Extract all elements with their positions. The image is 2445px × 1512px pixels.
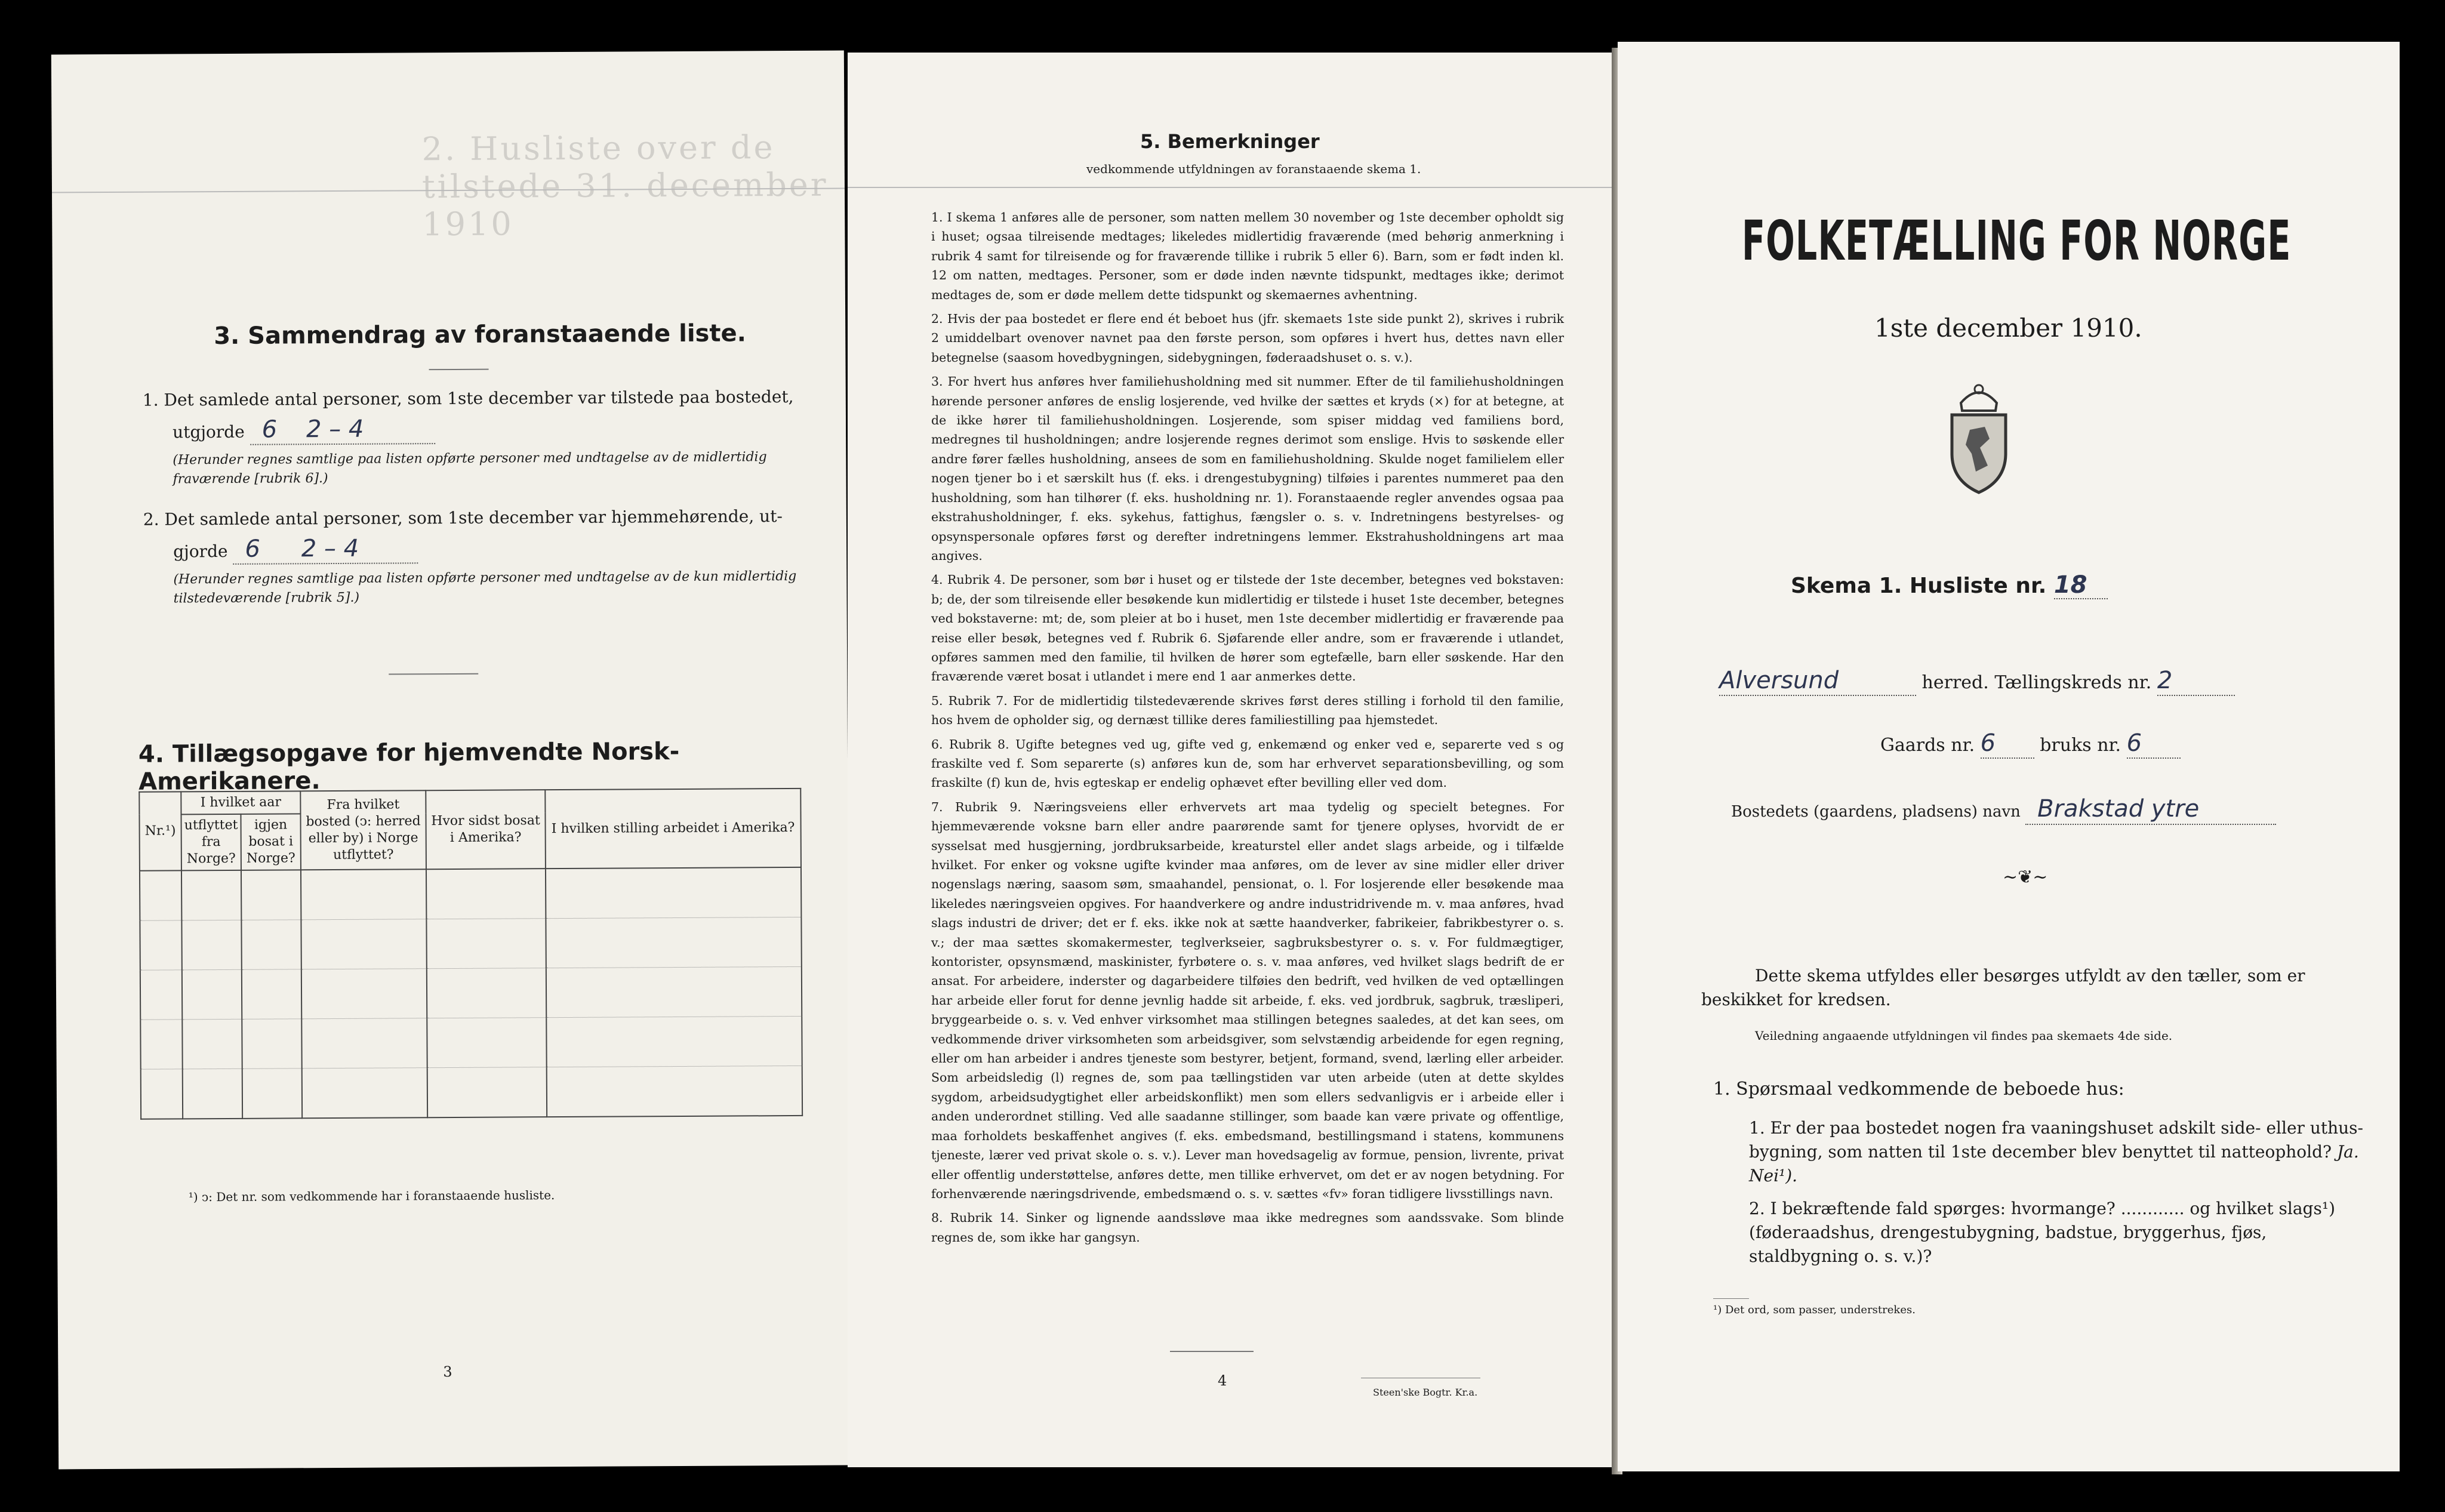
form-title: FOLKETÆLLING FOR NORGE <box>1742 209 2292 273</box>
label: utgjorde <box>173 421 245 442</box>
kreds-label: Tællingskreds nr. <box>1994 672 2152 693</box>
table-row <box>140 917 801 970</box>
page-3-left <box>51 51 851 1470</box>
page-number: 4 <box>1218 1372 1227 1389</box>
printer-mark: Steen'ske Bogtr. Kr.a. <box>1373 1387 1478 1398</box>
list-item: 1. I skema 1 anføres alle de personer, som natten mellem 30 november og 1ste december opholdt sig i huset; ogsaa tilreisende medtages; likeledes midlertidig fraværende (med behørig anmerkning i rubrik 4 samt for tilreisende og for fraværende tillike i rubrik 5 eller 6). Barn, som er født inden kl. 12 om natten, medtages. Personer, som er døde inden nævnte tidspunkt, medtages ikke; derimot medtages de, som er døde mellem dette tidspunkt og skemaernes avhentning. <box>931 210 1564 302</box>
list-item: 2. Hvis der paa bostedet er flere end ét beboet hus (jfr. skemaets 1ste side punkt 2), skrives i rubrik 2 umiddelbart ovenover navnet paa den første person, som opføres i hvert hus, dettes navn eller betegnelse (saasom hovedbygningen, sidebygningen, føderaadshuset o. s. v.). <box>931 312 1564 365</box>
norsk-amerikanere-table <box>138 788 803 1120</box>
page-4-middle <box>848 53 1615 1467</box>
table-footnote: ¹) ↄ: Det nr. som vedkommende har i foranstaaende husliste. <box>188 1188 555 1205</box>
list-item: 6. Rubrik 8. Ugifte betegnes ved ug, gifte ved g, enkemænd og enker ved e, separerte ved s og fraskilte ved f. Som separerte (s) anføres kun de, som har erhvervet separationsbevilling, og som fraskilte (f) kun de, hvis egteskap er endelig ophævet efter bevilling eller ved dom. <box>931 737 1564 790</box>
list-item: 5. Rubrik 7. For de midlertidig tilstedeværende skrives først deres stilling i forhold til den familie, hos hvem de opholder sig, og dernæst tillike deres familiestilling paa hjemstedet. <box>931 693 1564 728</box>
list-item: 4. Rubrik 4. De personer, som bør i huset og er tilstede der 1ste december, betegnes ved bokstaven: b; de, der som tilreisende eller besøkende kun midlertidig er tilstede i huset 1ste december, betegnes ved bokstaverne: mt; de, som pleier at bo i huset, men 1ste december midlertidig er fraværende paa reise eller besøk, betegnes ved f. Rubrik 6. Sjøfarende eller andre, som er fraværende i utlandet, opføres sammen med den familie, til hvilken de hører som egtefælle, barn eller søskende. Har den fraværende været bosat i utlandet i mere end 1 aar anmerkes dette. <box>931 572 1564 684</box>
section-5-subtitle: vedkommende utfyldningen av foranstaaende skema 1. <box>1086 162 1421 176</box>
question-1-text: 1. Er der paa bostedet nogen fra vaaningshuset adskilt side- eller uthus-bygning, som natten til 1ste december blev benyttet til natteophold? <box>1749 1118 2363 1162</box>
question-1-answer: Ja. Nei¹). <box>1749 1142 2359 1185</box>
handwritten-bruks-nr: 6 <box>2126 729 2142 757</box>
list-item: 3. For hvert hus anføres hver familiehusholdning med sit nummer. Efter de til familiehusholdningen hørende personer anføres de enslig losjerende, ved hvilke der sættes et kryds (×) for at betegne, at de ikke hører til familiehusholdningen. Losjerende, som spiser middag ved familiens bord, medregnes til husholdningen; andre losjerende regnes derimot som enslige. Hvis to søskende eller andre fører fælles husholdning, ansees de som en familiehusholdning. Skulde noget familielem eller nogen tjener bo i et særskilt hus (f. eks. i drengestubygning) tilføies i parentes nummeret paa den husholdning, som han tilhører (f. eks. husholdning nr. 1). Foranstaaende regler anvendes ogsaa paa ekstrahusholdninger, f. eks. sykehus, fattighus, fængsler o. s. v. Indretningens bestyrelses- og opsynspersonale opføres først og derefter indretningens lemmer. Ekstrahusholdningens art maa angives. <box>931 374 1564 563</box>
label: gjorde <box>173 541 228 562</box>
summary-item-2: 2. Det samlede antal personer, som 1ste december var hjemmehørende, ut- <box>143 506 783 529</box>
skema-label: Skema 1. Husliste nr. <box>1791 574 2047 598</box>
bruks-label: bruks nr. <box>2040 735 2121 756</box>
table-row <box>140 1016 802 1069</box>
handwritten-count: 6 <box>261 415 278 444</box>
section-3-title: 3. Sammendrag av foranstaaende liste. <box>214 319 746 350</box>
col-returned: igjen bosat i Norge? <box>241 814 300 870</box>
handwritten-husliste-nr: 18 <box>2053 571 2087 599</box>
norway-coat-of-arms-icon <box>1943 382 2015 495</box>
remarks-list <box>931 208 1564 1252</box>
table-row <box>141 1066 802 1119</box>
summary-item-1-line <box>173 417 435 445</box>
bosted-line <box>1731 797 2276 825</box>
handwritten-bosted: Brakstad ytre <box>2037 795 2200 823</box>
col-occupation: I hvilken stilling arbeidet i Amerika? <box>545 789 801 869</box>
section-5-title: 5. Bemerkninger <box>1140 130 1320 153</box>
handwritten-breakdown: 2 – 4 <box>306 415 364 444</box>
handwritten-count: 6 <box>245 535 260 563</box>
col-last-place: Hvor sidst bosat i Amerika? <box>426 790 546 869</box>
intro-text: Dette skema utfyldes eller besørges utfyldt av den tæller, som er beskikket for kredsen. <box>1701 966 2305 1009</box>
handwritten-breakdown: 2 – 4 <box>301 534 359 563</box>
summary-item-2-line <box>173 536 418 565</box>
section-4-title: 4. Tillægsopgave for hjemvendte Norsk-Amerikanere. <box>138 737 680 796</box>
summary-item-1: 1. Det samlede antal personer, som 1ste december var tilstede paa bostedet, <box>142 386 794 410</box>
gaards-line <box>1880 731 2181 759</box>
divider <box>389 673 478 675</box>
herred-label: herred. <box>1921 672 1989 693</box>
question-2: 2. I bekræftende fald spørges: hvormange? ............ og hvilket slags¹) (føderaadshus, drengestubygning, badstue, bryggerhus, fjøs, staldbygning o. s. v.)? <box>1749 1199 2335 1266</box>
intro-note: Veiledning angaaende utfyldningen vil findes paa skemaets 4de side. <box>1755 1028 2173 1043</box>
summary-item-2-note: (Herunder regnes samtlige paa listen opførte personer med undtagelse av de kun midlertidig tilstedeværende [rubrik 5].) <box>173 568 797 606</box>
ornament-icon: ∼❦∼ <box>2003 867 2048 888</box>
footnote: ¹) Det ord, som passer, understrekes. <box>1713 1304 1916 1316</box>
list-item: 7. Rubrik 9. Næringsveiens eller erhvervets art maa tydelig og specielt betegnes. For hjemmeværende voksne barn eller andre paarørende samt for tjenere oplyses, hvorvidt de er sysselsat med husgjerning, jordbruksarbeide, kreaturstel eller andet slags arbeide, og i tilfælde hvilket. For enker og voksne ugifte kvinder maa anføres, om de lever av sine midler eller driver nogenslags næring, saasom søm, smaahandel, pensionat, o. l. For losjerende eller besøkende maa likeledes næringsveien opgives. For haandverkere og andre industridrivende m. v. maa anføres, hvad slags industri de driver; det er f. eks. ikke nok at sætte haandverker, fabrikeier, fabrikbestyrer o. s. v.; der maa sættes skomakermester, teglverkseier, sagbruksbestyrer o. s. v. For fuldmægtiger, kontorister, opsynsmænd, maskinister, fyrbøtere o. s. v. maa anføres, ved hvilket slags bedrift de er ansat. For arbeidere, inderster og dagarbeidere tilføies den bedrift, ved hvilken de ved optællingen har arbeide eller forut for denne jevnlig hadde sit arbeide, f. eks. ved jordbruk, sagbruk, træsliperi, bryggearbeide o. s. v. Ved enhver virksomhet maa stillingen betegnes saaledes, at det kan sees, om vedkommende driver virksomheten som arbeidsgiver, som selvstændig arbeidende for egen regning, eller om han arbeider i andres tjeneste som bestyrer, betjent, formand, svend, lærling eller arbeider. Som arbeidsledig (l) regnes de, som paa tællingstiden var uten arbeide (uten at dette skyldes sygdom, arbeidsudygtighet eller arbeidskonflikt) men som ellers sedvanligvis er i arbeide eller i anden underordnet stilling. Ved alle saadanne stillinger, som baade kan være private og offentlige, maa forholdets beskaffenhet angives (f. eks. embedsmand, bestillingsmand i statens, kommunens tjeneste, lærer ved privat skole o. s. v.). Lever man hovedsagelig av formue, pension, livrente, privat eller offentlig understøttelse, anføres dette, men tillike erhvervet, om det er av nogen betydning. For forhenværende næringsdrivende, embedsmænd o. s. v. sættes «fv» foran tidligere livsstillings navn. <box>931 799 1564 1201</box>
questions-title: 1. Spørsmaal vedkommende de beboede hus: <box>1713 1079 2124 1100</box>
gaards-label: Gaards nr. <box>1880 735 1975 756</box>
bosted-label: Bostedets (gaardens, pladsens) navn <box>1731 803 2021 821</box>
ghost-heading: 2. Husliste over de tilstede 31. december 1910 <box>421 128 829 244</box>
handwritten-gaards-nr: 6 <box>1980 729 1996 757</box>
col-nr: Nr.¹) <box>139 792 181 870</box>
question-1 <box>1749 1116 2370 1188</box>
divider <box>1170 1351 1254 1352</box>
page-1-right <box>1618 42 2400 1471</box>
table-row <box>140 966 802 1020</box>
col-from-where: Fra hvilket bosted (ↄ: herred eller by) i Norge utflyttet? <box>300 790 426 870</box>
list-item: 8. Rubrik 14. Sinker og lignende aandssløve maa ikke medregnes som aandssvake. Som blinde regnes de, som ikke har gangsyn. <box>931 1211 1564 1245</box>
handwritten-herred: Alversund <box>1719 667 1839 694</box>
col-emigrated: utflyttet fra Norge? <box>181 814 241 871</box>
table-row <box>140 867 801 920</box>
herred-line <box>1719 669 2235 696</box>
census-date: 1ste december 1910. <box>1874 313 2142 343</box>
summary-item-1-note: (Herunder regnes samtlige paa listen opførte personer med undtagelse av de midlertidig fraværende [rubrik 6].) <box>173 449 767 487</box>
skema-line <box>1791 573 2108 599</box>
col-year-group: I hvilket aar <box>181 791 300 814</box>
divider <box>848 187 1615 188</box>
divider <box>429 369 489 371</box>
handwritten-kreds: 2 <box>2157 667 2173 694</box>
page-number: 3 <box>443 1363 452 1381</box>
